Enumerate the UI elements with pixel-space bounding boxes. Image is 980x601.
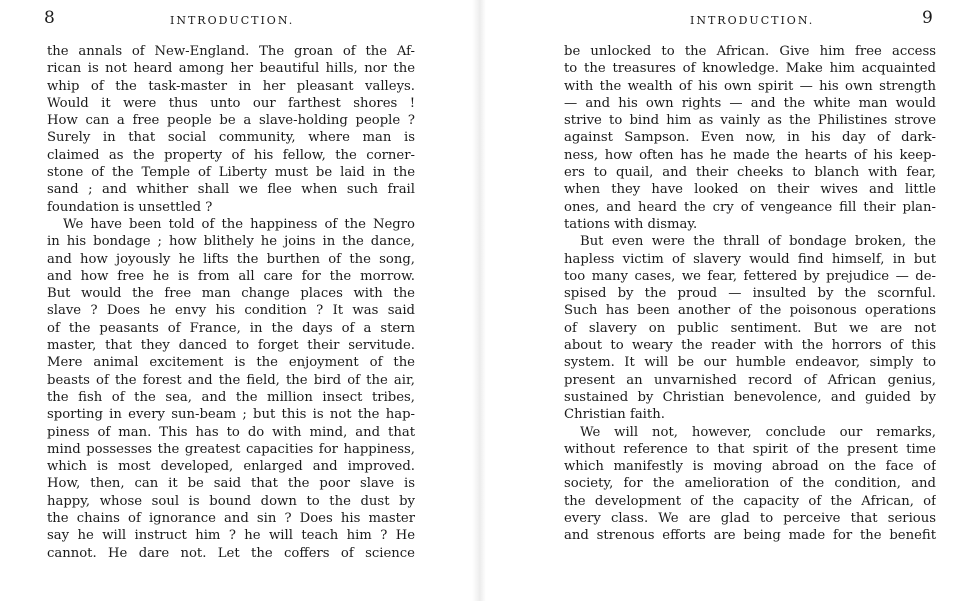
left-page — [0, 0, 470, 601]
right-running-head: INTRODUCTION. — [690, 14, 815, 27]
text-line: — and his own rights — and the white man would — [564, 95, 936, 111]
text-line: Mere animal excitement is the enjoyment of the — [47, 355, 415, 371]
text-line: cannot. He dare not. Let the coffers of science — [47, 545, 415, 561]
text-line: foundation is unsettled ? — [47, 199, 213, 215]
text-line: slave ? Does he envy his condition ? It was said — [47, 303, 415, 319]
text-line: the annals of New-England. The groan of the Af- — [47, 44, 415, 59]
text-line: sand ; and whither shall we flee when such frail — [47, 182, 415, 198]
text-line: spised by the proud — insulted by the scornful. — [564, 286, 936, 302]
text-line: But even were the thrall of bondage broken, the — [580, 234, 936, 250]
text-line: in his bondage ; how blithely he joins in the dance, — [47, 234, 415, 250]
text-line: and how joyously he lifts the burthen of the song, — [47, 251, 415, 267]
text-line: Would it were thus unto our farthest shores ! — [47, 95, 415, 111]
text-line: sustained by Christian benevolence, and guided by — [564, 389, 936, 405]
right-page-number: 9 — [922, 8, 933, 28]
text-line: system. It will be our humble endeavor, simply to — [564, 355, 936, 371]
text-line: whip of the task-master in her pleasant valleys. — [47, 78, 415, 94]
text-line: and strenous efforts are being made for the benefit — [564, 528, 936, 544]
text-line: about to weary the reader with the horrors of this — [564, 338, 936, 354]
text-line: rican is not heard among her beautiful hills, nor the — [47, 61, 415, 77]
text-line: which is most developed, enlarged and improved. — [47, 459, 415, 475]
text-line: too many cases, we fear, fettered by prejudice — de- — [564, 268, 936, 284]
text-line: stone of the Temple of Liberty must be laid in the — [47, 165, 415, 181]
text-line: without reference to that spirit of the present time — [564, 441, 936, 457]
text-line: mind possesses the greatest capacities for happiness, — [47, 441, 415, 457]
text-line: strive to bind him as vainly as the Philistines strove — [564, 113, 936, 129]
text-line: Surely in that social community, where man is — [47, 130, 415, 146]
text-line: happy, whose soul is bound down to the dust by — [47, 493, 415, 509]
text-line: piness of man. This has to do with mind, and that — [47, 424, 415, 440]
text-line: claimed as the property of his fellow, the corner- — [47, 147, 415, 163]
text-line: and how free he is from all care for the morrow. — [47, 268, 415, 284]
text-line: every class. We are glad to perceive that serious — [564, 511, 936, 527]
left-page-body — [47, 43, 415, 562]
left-running-head: INTRODUCTION. — [170, 14, 295, 27]
text-line: How, then, can it be said that the poor slave is — [47, 476, 415, 492]
text-line: We have been told of the happiness of the Negro — [63, 216, 415, 232]
text-line: sporting in every sun-beam ; but this is not the hap- — [47, 407, 415, 423]
text-line: But would the free man change places with the — [47, 286, 415, 302]
text-line: the chains of ignorance and sin ? Does his master — [47, 511, 415, 527]
left-page-number: 8 — [44, 8, 55, 28]
left-page-header — [0, 8, 470, 30]
text-line: How can a free people be a slave-holding people ? — [47, 113, 415, 129]
right-page — [490, 0, 980, 601]
text-line: of the peasants of France, in the days of a stern — [47, 320, 415, 336]
text-line: society, for the amelioration of the condition, and — [564, 476, 936, 492]
right-page-header — [490, 8, 980, 30]
text-line: which manifestly is moving abroad on the face of — [564, 459, 936, 475]
text-line: master, that they danced to forget their servitude. — [47, 338, 415, 354]
text-line: be unlocked to the African. Give him free access — [564, 44, 936, 59]
text-line: to the treasures of knowledge. Make him acquainted — [564, 61, 936, 77]
text-line: We will not, however, conclude our remarks, — [580, 424, 936, 440]
text-line: against Sampson. Even now, in his day of dark- — [564, 130, 936, 146]
text-line: the fish of the sea, and the million insect tribes, — [47, 389, 415, 405]
text-line: Such has been another of the poisonous operations — [564, 303, 936, 319]
text-line: of slavery on public sentiment. But we are not — [564, 320, 936, 336]
text-line: tations with dismay. — [564, 216, 698, 232]
text-line: say he will instruct him ? he will teach him ? He — [47, 528, 415, 544]
text-line: present an unvarnished record of African genius, — [564, 372, 936, 388]
book-gutter — [472, 0, 486, 601]
text-line: with the wealth of his own spirit — his own strength — [564, 78, 936, 94]
text-line: Christian faith. — [564, 407, 665, 423]
text-line: beasts of the forest and the field, the bird of the air, — [47, 372, 415, 388]
text-line: when they have looked on their wives and little — [564, 182, 936, 198]
right-page-body — [564, 43, 936, 545]
text-line: hapless victim of slavery would find himself, in but — [564, 251, 936, 267]
text-line: ness, how often has he made the hearts of his keep- — [564, 147, 936, 163]
text-line: ers to quail, and their cheeks to blanch with fear, — [564, 165, 936, 181]
text-line: the development of the capacity of the African, of — [564, 493, 936, 509]
text-line: ones, and heard the cry of vengeance fill their plan- — [564, 199, 936, 215]
